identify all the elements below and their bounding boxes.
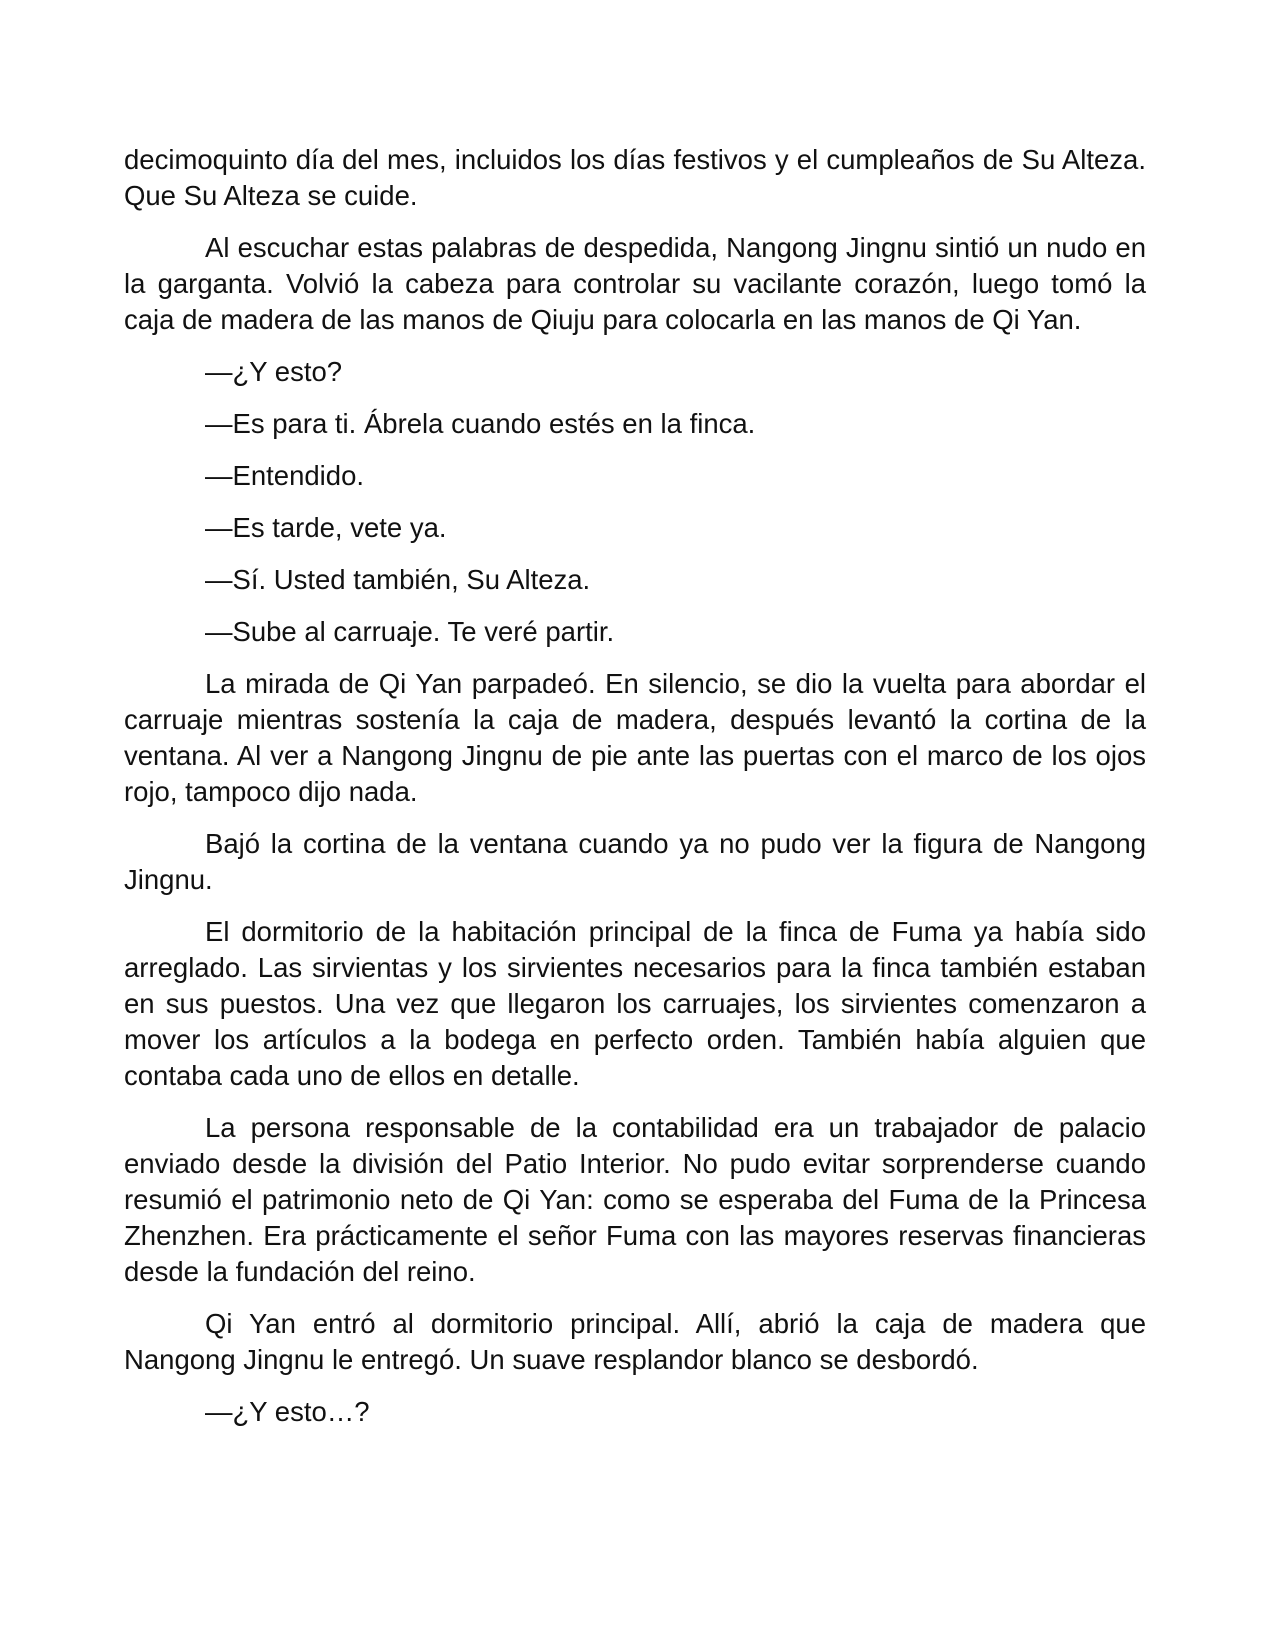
paragraph: La persona responsable de la contabilidad era un trabajador de palacio enviado desde la división del Patio Interior. No pudo evitar sorprenderse cuando resumió el patrimonio neto de Qi Yan: como se esperaba del Fuma de la Princesa Zhenzhen. Era prácticamente el señor Fuma con las mayores reservas financieras desde la fundación del reino. xyxy=(124,1112,1146,1287)
paragraph: Bajó la cortina de la ventana cuando ya no pudo ver la figura de Nangong Jingnu. xyxy=(124,828,1146,895)
paragraph: Qi Yan entró al dormitorio principal. Allí, abrió la caja de madera que Nangong Jingnu le entregó. Un suave resplandor blanco se desbordó. xyxy=(124,1308,1146,1375)
dialogue-line: —Sube al carruaje. Te veré partir. xyxy=(205,616,615,647)
dialogue-line: —Es tarde, vete ya. xyxy=(205,512,447,543)
paragraph: Al escuchar estas palabras de despedida, Nangong Jingnu sintió un nudo en la garganta. Volvió la cabeza para controlar su vacilante corazón, luego tomó la caja de madera de las manos de Qiuju para colocarla en las manos de Qi Yan. xyxy=(124,232,1146,335)
dialogue-line: —Es para ti. Ábrela cuando estés en la finca. xyxy=(205,408,756,439)
paragraph-continuation: decimoquinto día del mes, incluidos los días festivos y el cumpleaños de Su Alteza. Que Su Alteza se cuide. xyxy=(124,144,1146,211)
dialogue-line: —Sí. Usted también, Su Alteza. xyxy=(205,564,591,595)
dialogue-line: —Entendido. xyxy=(205,460,364,491)
paragraph: El dormitorio de la habitación principal de la finca de Fuma ya había sido arreglado. Las sirvientas y los sirvientes necesarios para la finca también estaban en sus puestos. Una vez que llegaron los carruajes, los sirvientes comenzaron a mover los artículos a la bodega en perfecto orden. También había alguien que contaba cada uno de ellos en detalle. xyxy=(124,916,1146,1091)
dialogue-line: —¿Y esto…? xyxy=(205,1396,370,1427)
paragraph: La mirada de Qi Yan parpadeó. En silencio, se dio la vuelta para abordar el carruaje mientras sostenía la caja de madera, después levantó la cortina de la ventana. Al ver a Nangong Jingnu de pie ante las puertas con el marco de los ojos rojo, tampoco dijo nada. xyxy=(124,668,1146,807)
document-page xyxy=(124,142,1146,1446)
dialogue-line: —¿Y esto? xyxy=(205,356,343,387)
